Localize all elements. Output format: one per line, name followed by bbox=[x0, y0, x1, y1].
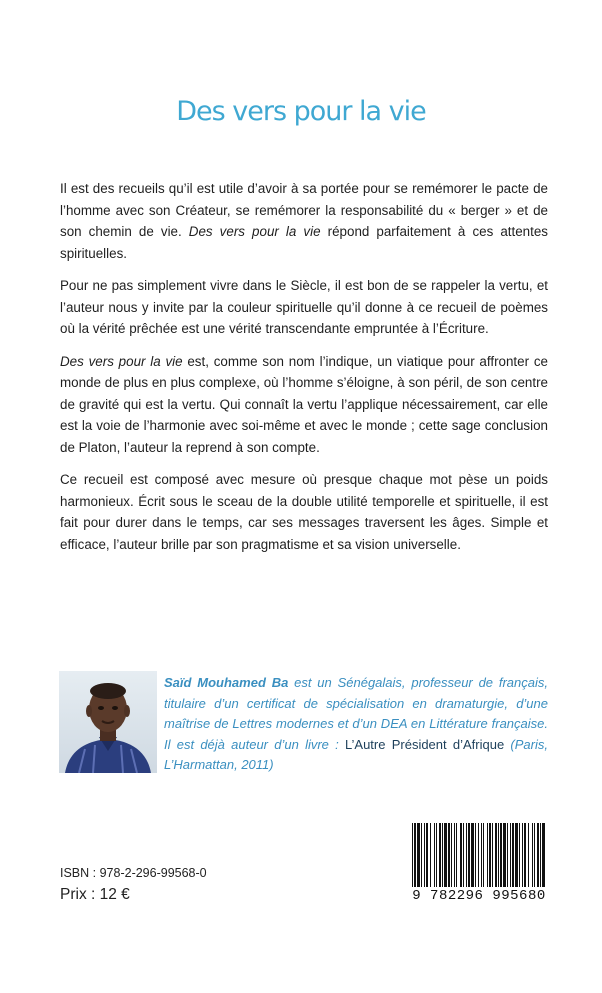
barcode-bar bbox=[519, 823, 520, 887]
barcode-bar bbox=[489, 823, 491, 887]
barcode-bar bbox=[468, 823, 470, 887]
paragraph-4: Ce recueil est composé avec mesure où presque chaque mot pèse un poids harmonieux. Écrit sous le sceau de la double utilité temporelle et spirituelle, il est fait pour durer dans le temps, car ses messages traversent les âges. Simple et efficace, l’auteur brille par son pragmatisme et sa vision universelle. bbox=[60, 472, 548, 552]
barcode-bar bbox=[540, 823, 541, 887]
barcode-bar bbox=[537, 823, 539, 887]
barcode-bar bbox=[475, 823, 476, 887]
barcode-bar bbox=[487, 823, 488, 887]
barcode-bar bbox=[417, 823, 420, 887]
barcode-bar bbox=[430, 823, 431, 887]
barcode-bar bbox=[426, 823, 428, 887]
isbn: ISBN : 978-2-296-99568-0 bbox=[60, 866, 207, 880]
barcode-bar bbox=[414, 823, 416, 887]
barcode-bar bbox=[507, 823, 508, 887]
barcode-bar bbox=[463, 823, 464, 887]
author-bio: Saïd Mouhamed Ba est un Sénégalais, professeur de français, titulaire d’un certificat de spécialisation en dramaturgie, d’une maîtrise de Lettres modernes et d’un DEA en Littérature française. Il est déjà auteur d’un livre : L’Autre Président d’Afrique (Paris, L’Harmattan, 2011) bbox=[164, 675, 548, 772]
barcode-bar bbox=[524, 823, 526, 887]
barcode-bar bbox=[510, 823, 511, 887]
barcode-bar bbox=[421, 823, 422, 887]
paragraph-1: Il est des recueils qu’il est utile d’avoir à sa portée pour se remémorer le pacte de l’homme avec son Créateur, se remémorer la responsabilité du « berger » et de son chemin de vie. Des vers pour la vie répond parfaitement à ces attentes spirituelles. bbox=[60, 181, 548, 261]
barcode-bar bbox=[512, 823, 514, 887]
back-cover-text bbox=[60, 178, 548, 566]
book-title: Des vers pour la vie bbox=[176, 96, 426, 127]
barcode-bar bbox=[412, 823, 413, 887]
barcode-bar bbox=[492, 823, 493, 887]
barcode-bar bbox=[522, 823, 523, 887]
barcode-bar bbox=[466, 823, 467, 887]
barcode-bar bbox=[451, 823, 452, 887]
barcode-bar bbox=[456, 823, 457, 887]
barcode-bar bbox=[471, 823, 474, 887]
barcode-bar bbox=[439, 823, 441, 887]
paragraph-3: Des vers pour la vie est, comme son nom l’indique, un viatique pour affronter ce monde de plus en plus complexe, où l’homme s’éloigne, à son péril, de son centre de gravité qui est la vertu. Qui connaît la vertu l’applique nécessairement, car elle est la voie de l’harmonie avec soi-même et avec le monde ; cette sage conclusion de Platon, l’auteur la reprend à son compte. bbox=[60, 353, 548, 455]
barcode-bar bbox=[481, 823, 482, 887]
barcode-bar bbox=[454, 823, 455, 887]
barcode-bar bbox=[483, 823, 484, 887]
barcode-number: 9 782296 995680 bbox=[408, 888, 550, 905]
barcode-bar bbox=[495, 823, 497, 887]
barcode-bar bbox=[528, 823, 529, 887]
barcode-bar bbox=[503, 823, 506, 887]
previous-book-title: L’Autre Président d’Afrique bbox=[345, 736, 505, 752]
barcode-bar bbox=[436, 823, 437, 887]
barcode-bar bbox=[460, 823, 462, 887]
barcode-bar bbox=[448, 823, 450, 887]
barcode-bar bbox=[534, 823, 535, 887]
author-photo bbox=[59, 671, 157, 773]
barcode-bar bbox=[478, 823, 479, 887]
barcode-bar bbox=[444, 823, 447, 887]
barcode-bar bbox=[442, 823, 443, 887]
barcode-bar bbox=[424, 823, 425, 887]
barcode-bar bbox=[500, 823, 502, 887]
barcode-bar bbox=[515, 823, 518, 887]
paragraph-2: Pour ne pas simplement vivre dans le Siècle, il est bon de se rappeler la vertu, et l’auteur nous y invite par la couleur spirituelle qu’il donne à ce recueil de poèmes où la vérité prêchée est une vérité transcendante empruntée à l’Écriture. bbox=[60, 278, 548, 336]
barcode-bar bbox=[532, 823, 533, 887]
barcode-bar bbox=[498, 823, 499, 887]
price: Prix : 12 € bbox=[60, 886, 130, 903]
barcode-bar bbox=[542, 823, 545, 887]
author-name: Saïd Mouhamed Ba bbox=[164, 675, 289, 690]
author-portrait-illustration bbox=[59, 671, 157, 773]
barcode-bar bbox=[434, 823, 435, 887]
